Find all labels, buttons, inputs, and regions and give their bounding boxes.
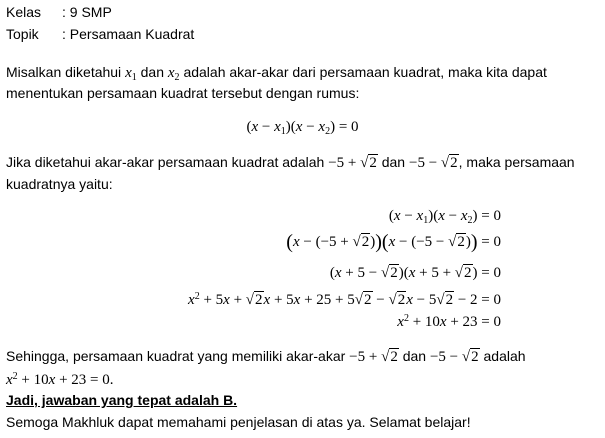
- intro-line-2: menentukan persamaan kuadrat tersebut dengan rumus:: [6, 85, 360, 101]
- topik-row: [6, 25, 194, 43]
- conclusion-text-a: Sehingga, persamaan kuadrat yang memiliki akar-akar: [6, 348, 346, 364]
- conclusion-equation: $x^2 + 10x + 23 = 0$.: [6, 371, 114, 388]
- intro-text-c: adalah akar-akar dari persamaan kuadrat, maka kita dapat: [183, 64, 547, 80]
- root-2: −5 − √2: [408, 155, 458, 171]
- question-line-2: kuadratnya yaitu:: [6, 176, 113, 192]
- question-text-b: dan: [381, 154, 406, 170]
- step-3: (x + 5 − √2)(x + 5 + √2) = 0: [329, 265, 501, 281]
- closing-line: Semoga Makhluk dapat memahami penjelasan di atas ya. Selamat belajar!: [6, 414, 471, 430]
- topik-value: : Persamaan Kuadrat: [62, 26, 195, 42]
- math-x1: $x_1$: [125, 65, 137, 83]
- conclusion-root-2: −5 − √2: [429, 349, 479, 365]
- math-x2: $x_2$: [167, 65, 180, 83]
- conclusion-text-b: dan: [402, 348, 427, 364]
- formula-factored: $(x - x_1)(x - x_2) = 0$: [246, 119, 359, 137]
- kelas-row: [6, 3, 112, 21]
- question-text-c: , maka persamaan: [458, 154, 575, 170]
- kelas-label: Kelas: [6, 4, 42, 20]
- kelas-value: : 9 SMP: [62, 4, 112, 20]
- step-4: $x^2 + 5x + √2x + 5x + 25 + 5√2 - √2x - 5√2 - 2 = 0$: [188, 291, 501, 308]
- conclusion-line-1: [6, 347, 526, 366]
- step-2: (x − (−5 + √2))(x − (−5 − √2)) = 0: [286, 231, 501, 253]
- topik-label: Topik: [6, 26, 39, 42]
- answer-line: Jadi, jawaban yang tepat adalah B.: [6, 392, 238, 408]
- question-line-1: [6, 153, 575, 172]
- step-5: $x^2 + 10x + 23 = 0$: [397, 313, 501, 330]
- conclusion-text-c: adalah: [483, 348, 526, 364]
- conclusion-root-1: −5 + √2: [349, 349, 398, 365]
- question-text-a: Jika diketahui akar-akar persamaan kuadrat adalah: [6, 154, 325, 170]
- intro-text-b: dan: [140, 64, 164, 80]
- root-1: −5 + √2: [328, 155, 377, 171]
- intro-text-a: Misalkan diketahui: [6, 64, 122, 80]
- step-1: $(x - x_1)(x - x_2) = 0$: [388, 208, 501, 226]
